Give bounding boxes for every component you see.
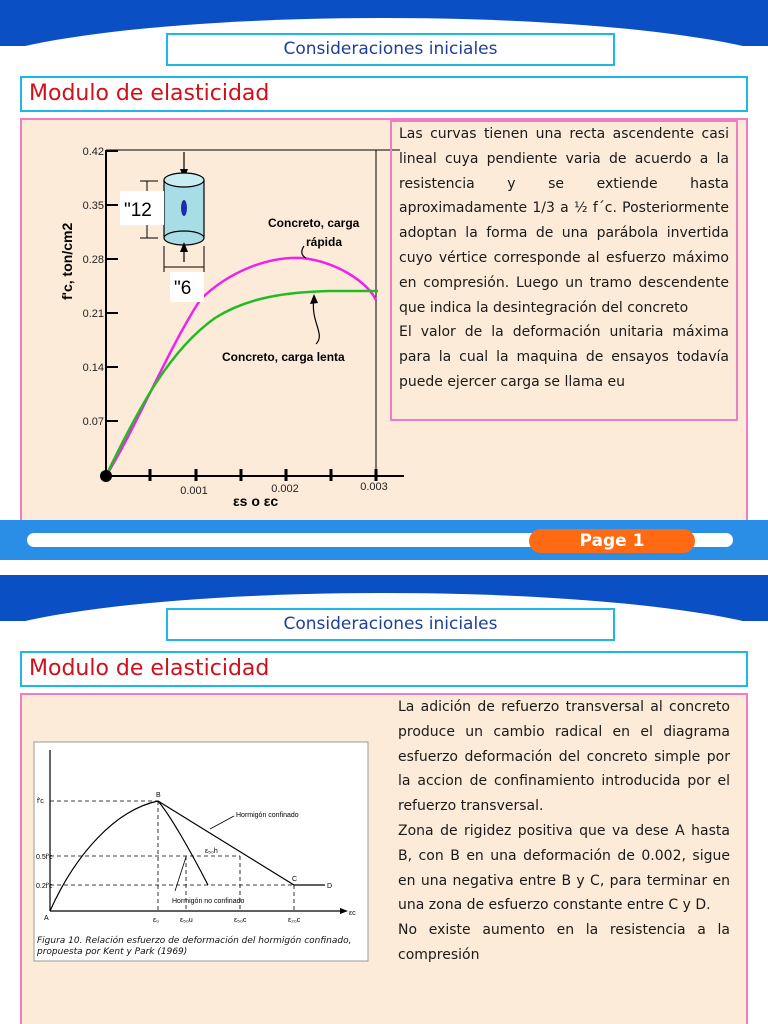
fast-curve-label: rápida (306, 235, 343, 249)
x-tick-label: 0.002 (271, 483, 299, 495)
explanation-text (390, 695, 738, 968)
fig-x-label: ε₀ (153, 917, 160, 924)
explanation-body: Las curvas tienen una recta ascendente casi lineal cuya pendiente varia de acuerdo a la resistencia y se extiende hasta aproximadamente 1/3 a ½ f´c. Posteriormente adoptan la forma de una parábola invertida cuyo vértice corresponde al esfuerzo máximo en compresión. Luego un tramo descendente que indica la desintegración del concreto El valor de la deformación unitaria máxima para la cual la maquina de ensayos todavía puede ejercer carga se llama eu (399, 126, 729, 390)
slow-load-curve (106, 291, 378, 476)
y-tick-label: 0.21 (82, 308, 104, 320)
explanation-body: La adición de refuerzo transversal al concreto produce un cambio radical en el diagrama esfuerzo deformación del concreto simple por la accion de confinamiento introducida por el refuerzo transversal. Zona de rigidez positiva que va dese A hasta B, con B en una deformación de 0.002, sigue en una negativa entre B y C, para terminar en una zona de esfuerzo constante entre C y D. No existe aumento en la resistencia a la compresión (398, 699, 730, 963)
fig-x-axis: εc (349, 910, 356, 917)
fig-label-e50h: ε₅₀h (205, 848, 218, 855)
y-tick-label: 0.35 (82, 200, 104, 212)
cylinder-width-label: "6 (174, 278, 192, 299)
y-tick-label: 0.42 (82, 146, 104, 158)
fig-point-a: A (44, 915, 49, 922)
fig-point-c: C (292, 876, 298, 883)
footer-bar (0, 520, 768, 560)
y-tick-label: 0.07 (82, 416, 104, 428)
fig-y-label: 0.5f'c (36, 854, 53, 861)
explanation-text (390, 120, 738, 421)
fig-point-d: D (327, 883, 333, 890)
y-axis-title: f'c, ton/cm2 (59, 222, 75, 300)
fig-x-label: ε₅₀u (180, 917, 193, 924)
fig-label-unconfined: Hormigón no confinado (172, 898, 245, 905)
slide-2 (0, 575, 768, 1024)
x-axis-title: εs o εc (233, 493, 279, 509)
fig-x-label: ε₂₀c (288, 917, 301, 924)
slow-curve-pointer (313, 298, 319, 344)
fast-curve-label: Concreto, carga (268, 216, 360, 230)
fig-point-b: B (156, 792, 161, 799)
fig-label-confined: Hormigón confinado (236, 812, 299, 819)
origin-point (100, 470, 112, 482)
slide-title: Consideraciones iniciales (166, 608, 615, 641)
page-badge: Page 1 (529, 529, 695, 553)
y-tick-label: 0.14 (82, 362, 104, 374)
slow-curve-label: Concreto, carga lenta (222, 350, 345, 364)
slide-subtitle: Modulo de elasticidad (20, 651, 748, 687)
y-tick-label: 0.28 (82, 254, 104, 266)
fig-y-label: f'c (37, 798, 44, 805)
fig-y-label: 0.2f'c (36, 883, 53, 890)
slide-subtitle: Modulo de elasticidad (20, 76, 748, 112)
cylinder-height-label: "12 (124, 200, 152, 221)
x-tick-label: 0.003 (360, 481, 388, 493)
fig-x-label: ε₅₀c (234, 917, 247, 924)
figure-caption: Figura 10. Relación esfuerzo de deformación del hormigón confinado, propuesta por Kent y Park (1969) (37, 936, 352, 957)
x-tick-label: 0.001 (180, 485, 208, 497)
slide-title: Consideraciones iniciales (166, 33, 615, 66)
